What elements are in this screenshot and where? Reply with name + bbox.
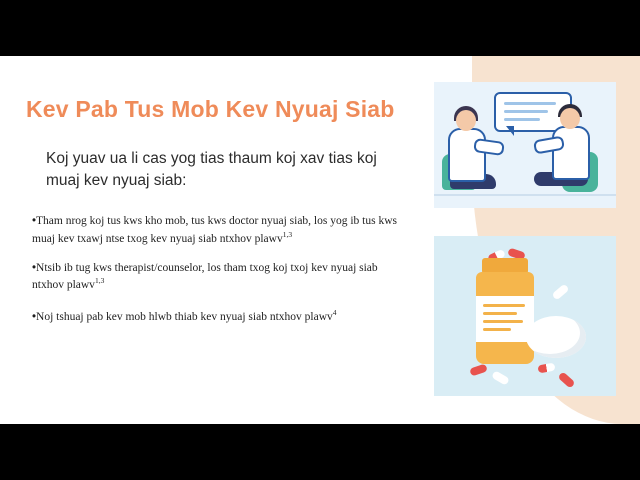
medication-illustration [434,236,616,396]
doctor-head [456,110,476,131]
patient-body [552,126,590,180]
bullet-text: Noj tshuaj pab kev mob hlwb thiab kev nyuaj siab ntxhov plawv [36,310,333,323]
slide-title: Kev Pab Tus Mob Kev Nyuaj Siab [26,96,395,122]
capsule-pill-icon [537,363,555,374]
bullet-citation: 1,3 [282,229,293,239]
list-item [32,308,402,325]
round-pill-icon [526,316,586,358]
slide-subtitle: Koj yuav ua li cas yog tias thaum koj xav tias koj muaj kev nyuaj siab: [46,150,377,190]
bullet-marker: • [32,261,37,274]
bullet-list [32,214,402,339]
capsule-pill-icon [491,370,510,385]
capsule-pill-icon [469,364,488,377]
bullet-marker: • [32,310,37,323]
speech-bubble-tail [506,126,514,136]
list-item [32,214,402,247]
bullet-citation: 4 [332,307,337,317]
capsule-pill-icon [551,283,569,300]
patient-head [560,108,580,129]
bullet-text: Ntsib ib tug kws therapist/counselor, los tham txog koj txoj kev nyuaj siab ntxhov plawv [32,261,378,292]
consultation-illustration [434,82,616,208]
bullet-citation: 1,3 [94,276,105,286]
floor-line [434,194,616,196]
slide [0,56,640,424]
capsule-pill-icon [558,371,576,388]
list-item [32,261,402,294]
bullet-marker: • [32,215,37,227]
doctor-body [448,128,486,182]
bullet-text: Tham nrog koj tus kws kho mob, tus kws doctor nyuaj siab, los yog ib tus kws muaj kev txawj ntse txog kev nyuaj siab ntxhov plawv [32,215,397,245]
